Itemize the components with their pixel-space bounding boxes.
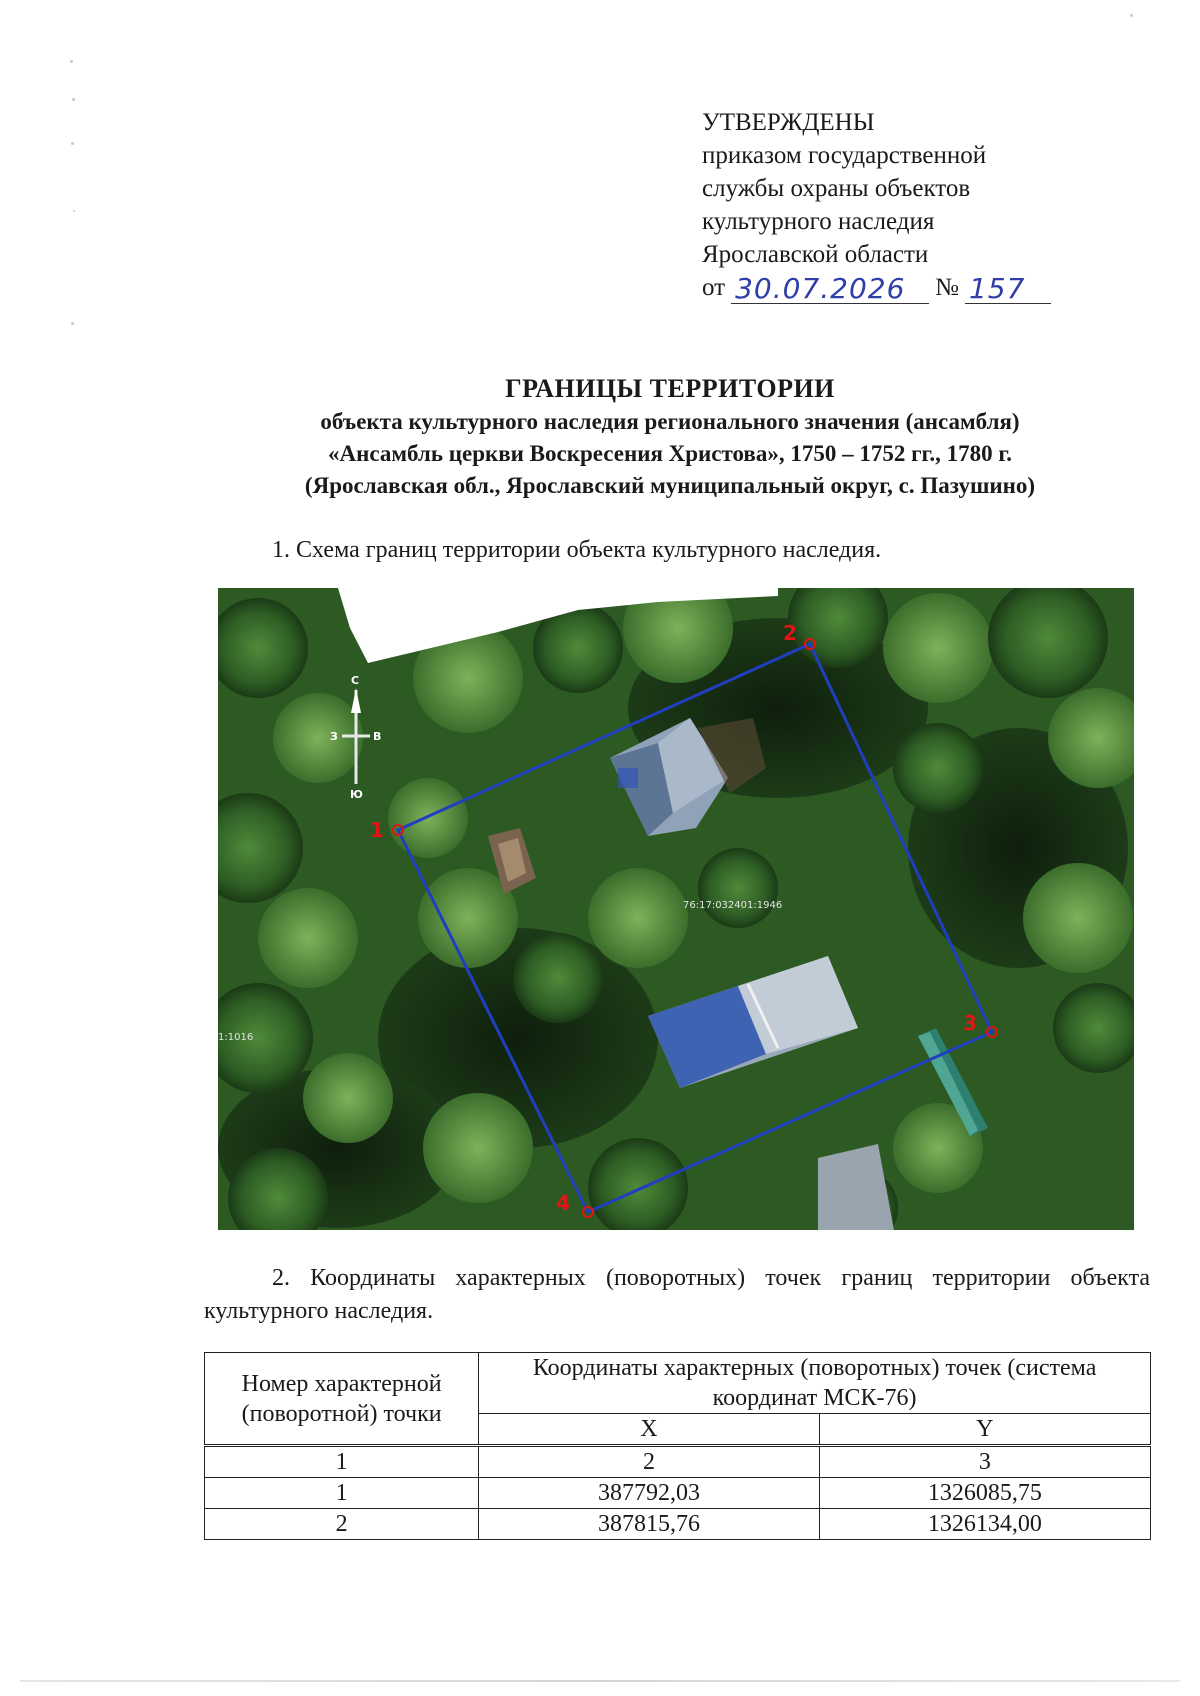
handwritten-date: 30.07.2026	[731, 275, 929, 304]
table-column-numbers-row	[205, 1446, 1151, 1478]
header-x: X	[479, 1414, 820, 1446]
number-prefix: №	[935, 274, 959, 301]
approval-heading: УТВЕРЖДЕНЫ	[702, 109, 875, 136]
coordinates-table	[204, 1352, 1151, 1540]
point-label: 4	[556, 1191, 570, 1215]
date-prefix: от	[702, 274, 726, 301]
handwritten-number: 157	[965, 275, 1051, 304]
scan-speck	[1130, 14, 1133, 17]
approval-date-number-line	[702, 271, 1082, 304]
compass-east: В	[373, 730, 382, 743]
header-y: Y	[819, 1414, 1150, 1446]
column-number: 2	[479, 1446, 820, 1478]
cell-point: 2	[205, 1509, 479, 1540]
section-1-heading: 1. Схема границ территории объекта культурного наследия.	[272, 537, 882, 563]
scan-speck	[71, 322, 74, 325]
title-line: (Ярославская обл., Ярославский муниципальный округ, с. Пазушино)	[304, 473, 1036, 498]
approval-block	[702, 106, 1082, 304]
point-label: 3	[963, 1011, 977, 1035]
point-label: 1	[370, 818, 384, 842]
title-block	[180, 372, 1160, 502]
table-row	[205, 1478, 1151, 1509]
table-row	[205, 1509, 1151, 1540]
title-line: «Ансамбль церкви Воскресения Христова», 1750 – 1752 гг., 1780 г.	[327, 441, 1012, 466]
map-edge-label: 1:1016	[218, 1032, 254, 1043]
column-number: 3	[819, 1446, 1150, 1478]
cell-x: 387815,76	[479, 1509, 820, 1540]
map-svg	[218, 588, 1134, 1230]
point-label: 2	[783, 621, 797, 645]
table-header-row	[205, 1353, 1151, 1414]
header-point-number: Номер характерной (поворотной) точки	[205, 1353, 479, 1446]
scan-speck	[73, 210, 75, 212]
approval-line: службы охраны объектов	[702, 175, 971, 202]
scan-speck	[72, 98, 75, 101]
cell-y: 1326134,00	[819, 1509, 1150, 1540]
column-number: 1	[205, 1446, 479, 1478]
compass-west: З	[330, 730, 338, 743]
approval-line: культурного наследия	[702, 208, 935, 235]
approval-line: Ярославской области	[702, 241, 929, 268]
document-title: ГРАНИЦЫ ТЕРРИТОРИИ	[505, 374, 835, 403]
title-line: объекта культурного наследия регионального значения (ансамбля)	[320, 409, 1020, 434]
scan-speck	[71, 142, 74, 145]
approval-line: приказом государственной	[702, 142, 987, 169]
compass-south: Ю	[350, 788, 363, 801]
scan-bottom-edge	[20, 1680, 1180, 1682]
header-coordinates: Координаты характерных (поворотных) точек (система координат МСК-76)	[479, 1353, 1151, 1414]
cadastral-label: 76:17:032401:1946	[683, 900, 783, 911]
cell-point: 1	[205, 1478, 479, 1509]
scan-speck	[70, 60, 73, 63]
cell-y: 1326085,75	[819, 1478, 1150, 1509]
boundary-map	[218, 588, 1134, 1230]
compass-north: С	[351, 674, 360, 687]
cell-x: 387792,03	[479, 1478, 820, 1509]
section-2-heading: 2. Координаты характерных (поворотных) точек границ территории объекта культурного наследия.	[204, 1265, 1150, 1324]
